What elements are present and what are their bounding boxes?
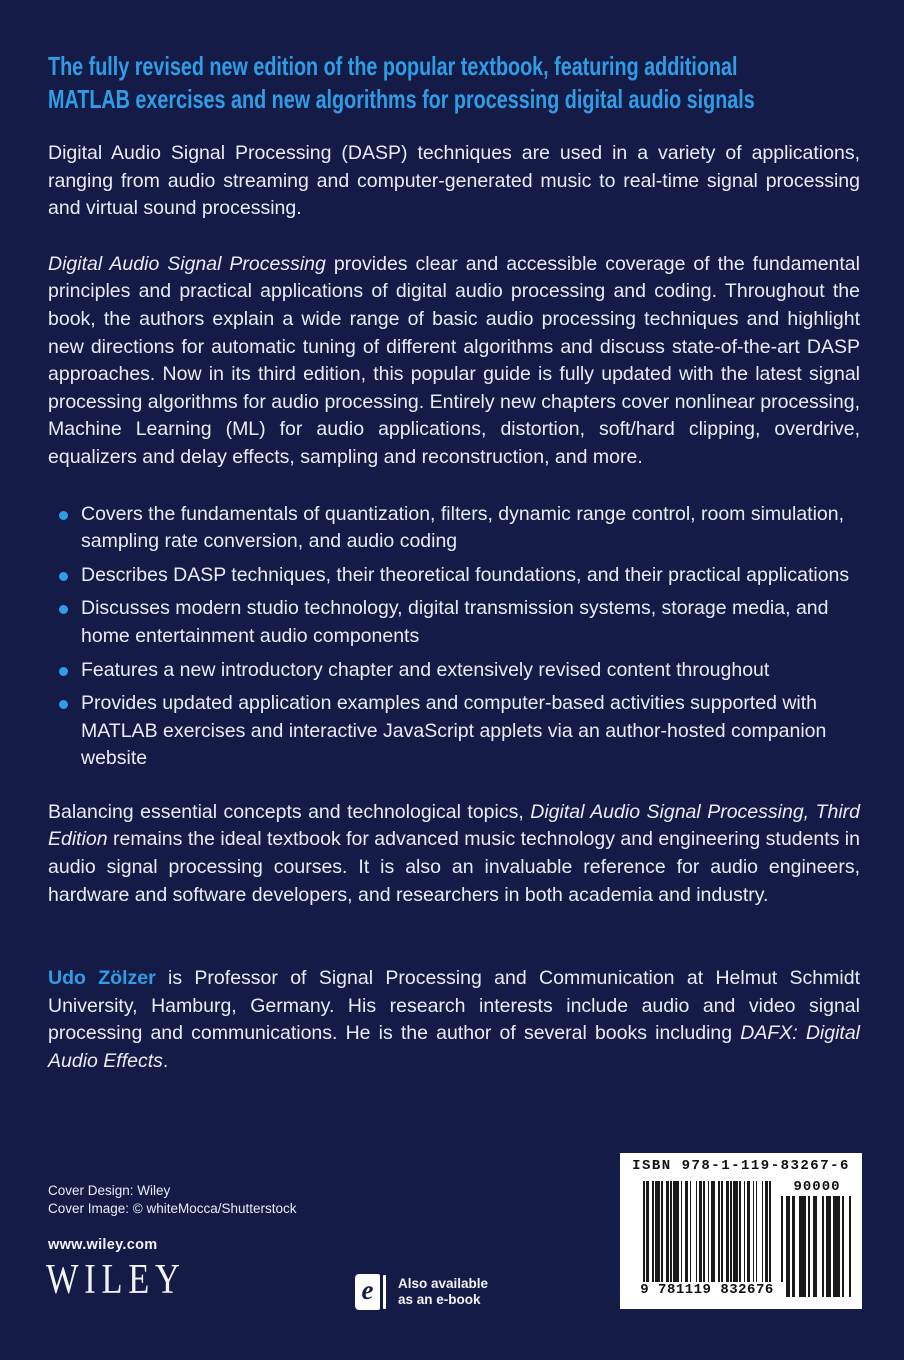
- wiley-logo: WILEY: [46, 1257, 186, 1303]
- feature-item: Covers the fundamentals of quantization, filters, dynamic range control, room simulation, sampling rate conversion, and audio coding: [48, 501, 860, 556]
- headline-line-1: The fully revised new edition of the popular textbook, featuring additional: [48, 51, 738, 81]
- overview-paragraph: Digital Audio Signal Processing provides clear and accessible coverage of the fundamental principles and practical applications of digital audio processing and coding. Throughout the book, the authors explain a wide range of basic audio processing techniques and highlight new directions for automatic tuning of different algorithms and discuss state-of-the-art DASP approaches. Now in its third edition, this popular guide is fully updated with the latest signal processing algorithms for audio processing. Entirely new chapters cover nonlinear processing, Machine Learning (ML) for audio applications, distortion, soft/hard clipping, overdrive, equalizers and delay effects, sampling and reconstruction, and more.: [48, 252, 860, 468]
- feature-item: Discusses modern studio technology, digital transmission systems, storage media, and home entertainment audio components: [48, 595, 860, 650]
- features-list: [48, 501, 860, 773]
- feature-item: Features a new introductory chapter and extensively revised content throughout: [48, 657, 860, 685]
- cover-credits: [48, 1182, 297, 1217]
- headline-line-2: MATLAB exercises and new algorithms for processing digital audio signals: [48, 84, 755, 114]
- ebook-icon-letter: e: [361, 1275, 374, 1305]
- headline: [48, 50, 860, 116]
- ebook-icon: [355, 1274, 380, 1310]
- ean-barcode: [643, 1181, 772, 1297]
- barcode-panel: [620, 1153, 862, 1309]
- feature-item: Provides updated application examples and computer-based activities supported with MATLAB exercises and interactive JavaScript applets via an author-hosted companion website: [48, 690, 860, 773]
- intro-paragraph: Digital Audio Signal Processing (DASP) techniques are used in a variety of applications, ranging from audio streaming and computer-generated music to real-time signal processing and virtual sound processing.: [48, 142, 860, 220]
- ebook-icon-page-edge: [383, 1275, 386, 1309]
- ebook-label: Also available as an e-book: [398, 1275, 489, 1307]
- audience-paragraph: Balancing essential concepts and technological topics, Digital Audio Signal Processing, Third Edition remains the ideal textbook for advanced music technology and engineering students in audio signal processing courses. It is also an invaluable reference for audio engineers, hardware and software developers, and researchers in both academia and industry.: [48, 800, 860, 906]
- price-addon-barcode: [781, 1196, 853, 1297]
- ebook-badge: [355, 1274, 488, 1310]
- barcode-digits: 9 781119 832676: [628, 1282, 786, 1298]
- author-bio-paragraph: Udo Zölzer is Professor of Signal Processing and Communication at Helmut Schmidt University, Hamburg, Germany. His research interests include audio and video signal processing and communications. He is the author of several books including DAFX: Digital Audio Effects.: [48, 967, 861, 1073]
- cover-image-credit: Cover Image: © whiteMocca/Shutterstock: [48, 1200, 297, 1216]
- publisher-website: www.wiley.com: [48, 1237, 158, 1253]
- cover-text-column: [48, 50, 860, 1104]
- isbn-label: ISBN 978-1-119-83267-6: [632, 1158, 850, 1174]
- cover-design-credit: Cover Design: Wiley: [48, 1183, 171, 1198]
- feature-item: Describes DASP techniques, their theoretical foundations, and their practical applications: [48, 562, 860, 590]
- addon-value: 90000: [793, 1179, 841, 1195]
